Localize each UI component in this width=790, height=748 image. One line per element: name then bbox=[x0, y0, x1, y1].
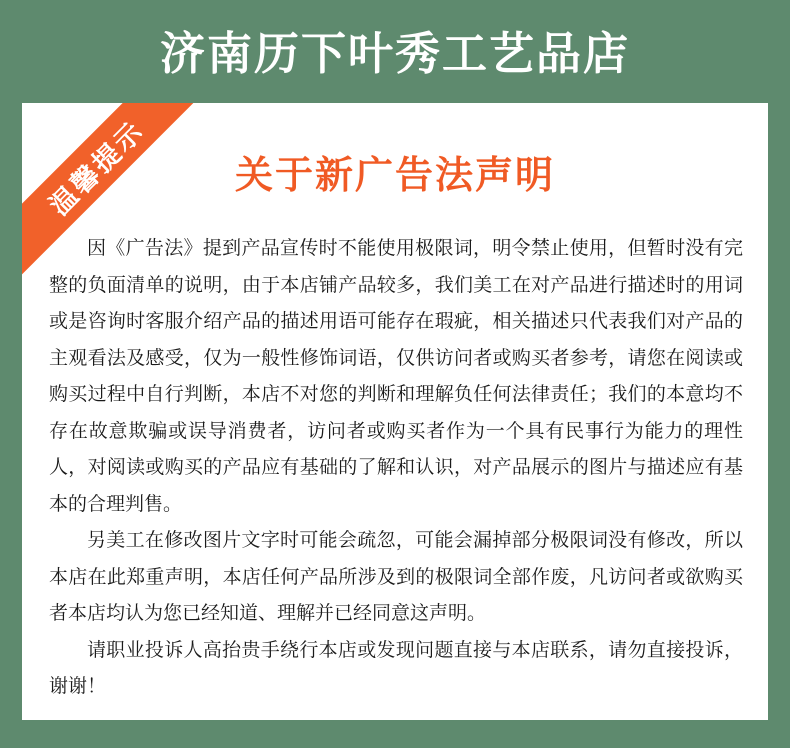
notice-paragraph-3: 请职业投诉人高抬贵手绕行本店或发现问题直接与本店联系，请勿直接投诉，谢谢！ bbox=[49, 638, 743, 697]
notice-card bbox=[22, 103, 768, 720]
notice-paragraph-2: 另美工在修改图片文字时可能会疏忽，可能会漏掉部分极限词没有修改，所以本店在此郑重声明，本店任何产品所涉及到的极限词全部作废，凡访问者或欲购买者本店均认为您已经知道、理解并已经同意这声明。 bbox=[49, 529, 743, 624]
notice-paragraph-1: 因《广告法》提到产品宣传时不能使用极限词，明令禁止使用，但暂时没有完整的负面清单的说明，由于本店铺产品较多，我们美工在对产品进行描述时的用词或是咨询时客服介绍产品的描述用语可能存在瑕疵，相关描述只代表我们对产品的主观看法及感受，仅为一般性修饰词语，仅供访问者或购买者参考，请您在阅读或购买过程中自行判断，本店不对您的判断和理解负任何法律责任；我们的本意均不存在故意欺骗或误导消费者，访问者或购买者作为一个具有民事行为能力的理性人，对阅读或购买的产品应有基础的了解和认识，对产品展示的图片与描述应有基本的合理判售。 bbox=[49, 237, 743, 515]
reminder-ribbon-label: 温馨提示 bbox=[43, 114, 151, 222]
notice-title: 关于新广告法声明 bbox=[234, 153, 555, 197]
notice-body bbox=[49, 230, 743, 705]
store-title: 济南历下叶秀工艺品店 bbox=[159, 27, 630, 80]
